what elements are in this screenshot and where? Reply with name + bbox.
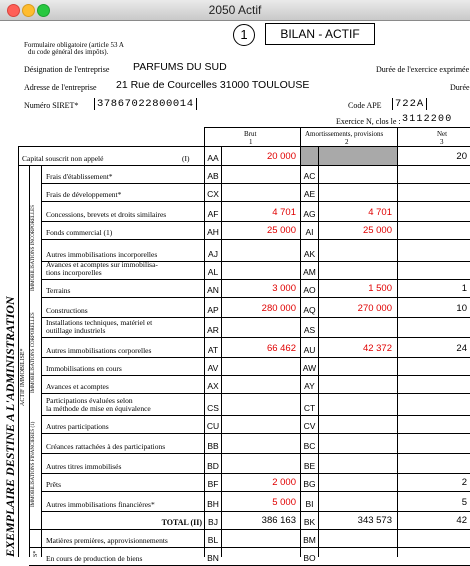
row-code-brut: AN bbox=[207, 285, 219, 295]
row-label: Participations évaluées selon la méthode de mise en équivalence bbox=[46, 396, 151, 413]
row-label: Frais de développement* bbox=[46, 190, 122, 199]
document-page bbox=[0, 21, 470, 563]
row-code-brut: AX bbox=[207, 381, 219, 391]
row-label: Immobilisations en cours bbox=[46, 364, 122, 373]
value-net[interactable]: 5 bbox=[461, 497, 467, 508]
row-code-amort: BK bbox=[303, 517, 316, 527]
table-row bbox=[0, 375, 470, 393]
table-row bbox=[0, 491, 470, 511]
row-code-brut: AA bbox=[207, 153, 219, 163]
value-brut[interactable]: 2 000 bbox=[272, 477, 296, 488]
row-label: Prêts bbox=[46, 480, 61, 489]
row-code-brut: AV bbox=[207, 363, 219, 373]
column-number-brut: 1 bbox=[249, 138, 253, 146]
row-code-amort: AQ bbox=[303, 305, 316, 315]
value-brut[interactable]: 5 000 bbox=[272, 497, 296, 508]
row-code-brut: BF bbox=[207, 479, 219, 489]
row-code-brut: AR bbox=[207, 325, 219, 335]
ape-label: Code APE bbox=[348, 101, 382, 110]
value-net[interactable]: 24 bbox=[456, 343, 467, 354]
row-code-amort: BI bbox=[305, 499, 314, 509]
row-code-amort: BO bbox=[303, 553, 316, 563]
table-row bbox=[0, 279, 470, 297]
duration-label: Durée de l'exercice exprimée bbox=[376, 65, 470, 74]
row-code-brut: CS bbox=[207, 403, 219, 413]
column-header-brut: Brut bbox=[244, 130, 257, 138]
row-code-amort: BG bbox=[303, 479, 316, 489]
row-code-amort: AI bbox=[305, 227, 314, 237]
value-brut[interactable]: 280 000 bbox=[261, 303, 296, 314]
value-amort[interactable]: 42 372 bbox=[362, 343, 392, 354]
row-code-brut: CU bbox=[206, 421, 220, 431]
group-incorporelles: IMMOBILISATIONS INCORPORELLES bbox=[31, 205, 36, 291]
row-code-brut: BN bbox=[207, 553, 219, 563]
group-financieres: IMMOBILISATIONS FINANCIERES (1) bbox=[31, 421, 36, 507]
row-code-brut: BL bbox=[207, 535, 219, 545]
side-label: EXEMPLAIRE DESTINE A L'ADMINISTRATION bbox=[3, 296, 17, 557]
row-label: Constructions bbox=[46, 306, 88, 315]
company-address-label: Adresse de l'entreprise bbox=[24, 83, 97, 92]
row-code-amort: AK bbox=[303, 249, 316, 259]
table-row bbox=[0, 183, 470, 201]
row-code-amort: CT bbox=[303, 403, 316, 413]
row-code-amort: AW bbox=[302, 363, 317, 373]
row-code-amort: AE bbox=[303, 189, 316, 199]
row-label: TOTAL (II) bbox=[161, 518, 202, 527]
row-label: Avances et acomptes sur immobilisa- tions incorporelles bbox=[46, 260, 158, 277]
row-code-brut: BJ bbox=[208, 517, 218, 527]
value-brut[interactable]: 3 000 bbox=[272, 283, 296, 294]
table-row bbox=[0, 393, 470, 415]
value-amort[interactable]: 25 000 bbox=[362, 225, 392, 236]
group-corporelles: IMMOBILISATIONS CORPORELLES bbox=[31, 312, 36, 393]
row-label: Installations techniques, matériel et outillage industriels bbox=[46, 318, 153, 335]
ape-field[interactable]: 722A bbox=[392, 98, 427, 110]
group-actif-immobilise: ACTIF IMMOBILISE* bbox=[20, 348, 26, 406]
value-amort[interactable]: 343 573 bbox=[357, 515, 392, 526]
row-code-brut: AF bbox=[207, 209, 219, 219]
form-title: BILAN - ACTIF bbox=[265, 23, 375, 45]
table-row bbox=[0, 337, 470, 357]
row-label: Autres participations bbox=[46, 422, 109, 431]
row-label: En cours de production de biens bbox=[46, 554, 143, 563]
siret-label: Numéro SIRET* bbox=[24, 101, 79, 110]
row-code-amort: AO bbox=[303, 285, 316, 295]
group-actif-circulant: S* bbox=[33, 550, 39, 557]
value-brut[interactable]: 4 701 bbox=[272, 207, 296, 218]
row-label: Fonds commercial (1) bbox=[46, 228, 113, 237]
row-code-amort: BM bbox=[303, 535, 316, 545]
row-code-brut: AH bbox=[207, 227, 219, 237]
row-code-brut: AB bbox=[207, 171, 219, 181]
table-row bbox=[0, 529, 470, 547]
row-code-brut: CX bbox=[207, 189, 219, 199]
table-row bbox=[0, 415, 470, 433]
row-label: Avances et acomptes bbox=[46, 382, 109, 391]
table-row bbox=[0, 547, 470, 565]
window-title-bar bbox=[0, 0, 470, 21]
table-row bbox=[0, 433, 470, 453]
value-brut[interactable]: 20 000 bbox=[266, 151, 296, 162]
value-net[interactable]: 42 bbox=[456, 515, 467, 526]
row-code-brut: AT bbox=[207, 345, 219, 355]
row-code-amort: AY bbox=[304, 381, 315, 391]
window-title: 2050 Actif bbox=[208, 3, 262, 17]
column-number-net: 3 bbox=[440, 138, 444, 146]
table-row bbox=[0, 511, 470, 529]
table-row bbox=[0, 261, 470, 279]
form-notice-line2: du code général des impôts). bbox=[28, 48, 109, 56]
table-row bbox=[0, 473, 470, 491]
company-name-field[interactable]: PARFUMS DU SUD bbox=[133, 61, 227, 73]
table-row bbox=[0, 221, 470, 239]
row-code-amort: AS bbox=[303, 325, 316, 335]
row-code-brut: AP bbox=[207, 305, 219, 315]
table-row bbox=[0, 453, 470, 473]
column-number-amort: 2 bbox=[345, 138, 349, 146]
row-suffix: (I) bbox=[182, 154, 190, 163]
row-code-amort: AC bbox=[303, 171, 316, 181]
row-code-amort: AU bbox=[303, 345, 316, 355]
form-number: 1 bbox=[233, 24, 255, 46]
row-code-amort: AG bbox=[303, 209, 316, 219]
row-label: Concessions, brevets et droits similaires bbox=[46, 210, 167, 219]
row-code-amort: BC bbox=[303, 441, 316, 451]
value-net[interactable]: 20 bbox=[456, 151, 467, 162]
row-code-brut: AJ bbox=[208, 249, 218, 259]
value-amort[interactable]: 1 500 bbox=[368, 283, 392, 294]
row-label: Autres immobilisations incorporelles bbox=[46, 250, 158, 259]
table-row bbox=[0, 165, 470, 183]
row-code-brut: AL bbox=[207, 267, 219, 277]
table-row bbox=[0, 297, 470, 317]
column-header-amort: Amortissements, provisions bbox=[305, 130, 384, 138]
exercise-label: Exercice N, clos le : bbox=[336, 117, 401, 126]
siret-field[interactable]: 37867022800014 bbox=[94, 98, 197, 110]
row-label: Terrains bbox=[46, 286, 71, 295]
table-row bbox=[0, 239, 470, 261]
value-amort[interactable]: 270 000 bbox=[357, 303, 392, 314]
value-net[interactable]: 10 bbox=[456, 303, 467, 314]
column-header-net: Net bbox=[437, 130, 448, 138]
table-row bbox=[0, 147, 470, 165]
company-name-label: Désignation de l'entreprise bbox=[24, 65, 110, 74]
row-code-brut: BB bbox=[207, 441, 219, 451]
row-code-amort: CV bbox=[303, 421, 316, 431]
row-label: Autres immobilisations financières* bbox=[46, 500, 155, 509]
exercise-date-field[interactable]: 3112200 bbox=[402, 114, 453, 125]
row-label: Autres titres immobilisés bbox=[46, 462, 122, 471]
row-code-amort: AM bbox=[303, 267, 316, 277]
row-code-brut: BH bbox=[207, 499, 219, 509]
table-row bbox=[0, 201, 470, 221]
row-label: Capital souscrit non appelé bbox=[22, 154, 104, 163]
table-row bbox=[0, 317, 470, 337]
form-notice-line1: Formulaire obligatoire (article 53 A bbox=[24, 41, 124, 49]
row-label: Frais d'établissement* bbox=[46, 172, 113, 181]
value-amort[interactable]: 4 701 bbox=[368, 207, 392, 218]
row-label: Autres immobilisations corporelles bbox=[46, 346, 152, 355]
duration-label-2: Durée bbox=[450, 83, 470, 92]
value-brut[interactable]: 386 163 bbox=[261, 515, 296, 526]
value-brut[interactable]: 25 000 bbox=[266, 225, 296, 236]
row-code-amort: BE bbox=[303, 461, 316, 471]
value-net[interactable]: 2 bbox=[461, 477, 467, 488]
company-address-field[interactable]: 21 Rue de Courcelles 31000 TOULOUSE bbox=[116, 79, 310, 91]
value-net[interactable]: 1 bbox=[461, 283, 467, 294]
row-label: Matières premières, approvisionnements bbox=[46, 536, 168, 545]
row-label: Créances rattachées à des participations bbox=[46, 442, 166, 451]
value-brut[interactable]: 66 462 bbox=[266, 343, 296, 354]
row-code-brut: BD bbox=[207, 461, 219, 471]
table-row bbox=[0, 357, 470, 375]
